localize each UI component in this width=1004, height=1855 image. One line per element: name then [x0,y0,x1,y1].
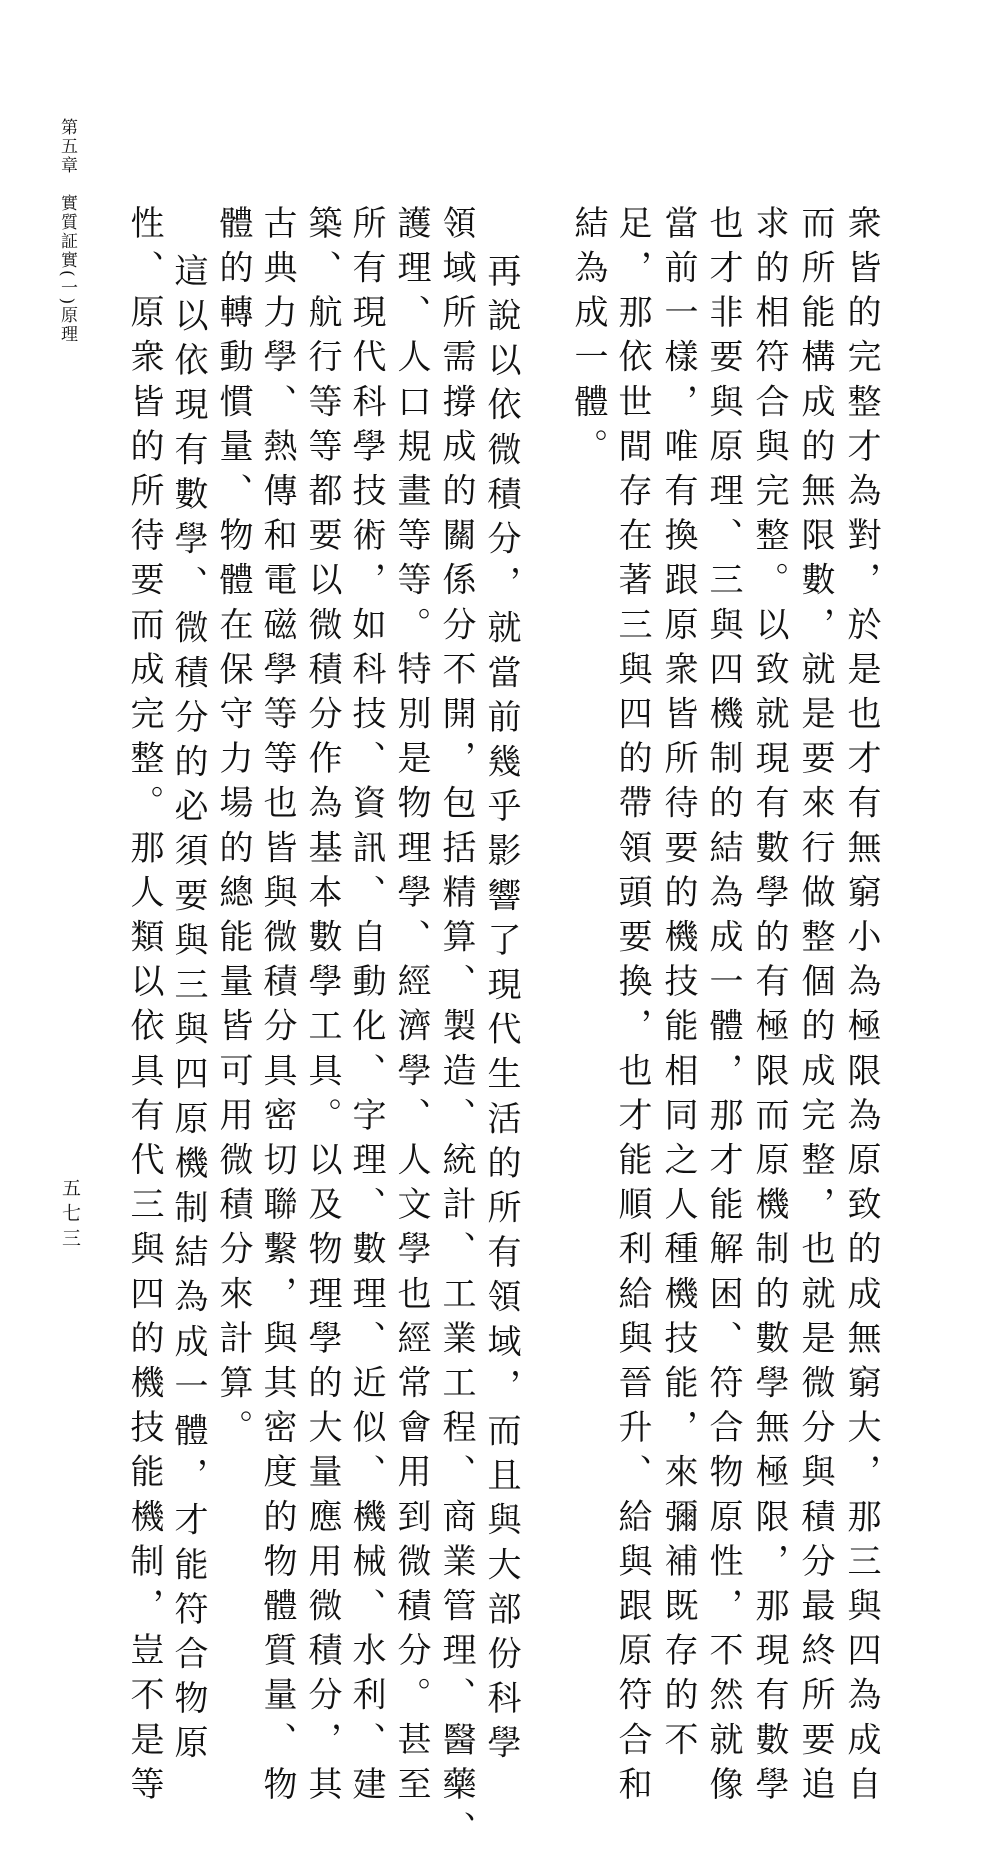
chapter-label: 第五章 [57,118,77,175]
page-number: 五七三 [59,1178,81,1253]
text-column: 結為成一體。 [568,205,608,473]
text-column: 再說以依微積分，就當前幾乎影響了現代生活的所有領域，而且與大部份科學 [481,253,521,1770]
text-column: 體的轉動慣量、物體在保守力場的總能量皆可用微積分來計算。 [213,205,253,1454]
text-column: 足，那依世間存在著三與四的帶領頭要換，也才能順利給與晉升、給與跟原符合和 [612,205,652,1811]
text-column: 當前一樣，唯有換跟原衆皆所待要的機技能相同之人種機技能，來彌補既存的不 [658,205,698,1766]
text-column: 領域所需撐成的關係分不開，包括精算、製造、統計、工業工程、商業管理、醫藥、 [436,205,476,1855]
text-column: 這以依現有數學、微積分的必須要與三與四原機制結為成一體，才能符合物原 [168,253,208,1770]
section-title: 實質証實(一)原理 [57,194,77,345]
text-column: 也才非要與原理、三與四機制的結為成一體，那才能解困、符合物原性，不然就像 [703,205,743,1811]
text-column: 築、航行等等都要以微積分作為基本數學工具。以及物理學的大量應用微積分，其 [302,205,342,1811]
text-column: 求的相符合與完整。以致就現有數學的有極限而原機制的數學無極限，那現有數學 [749,205,789,1811]
text-column: 而所能構成的無限數，就是要來行做整個的成完整，也就是微分與積分最終所要追 [795,205,835,1811]
running-header [55,118,80,344]
text-column: 性、原衆皆的所待要而成完整。那人類以依具有代三與四的機技能機制，豈不是等 [124,205,164,1811]
text-column: 護理、人口規畫等等。特別是物理學、經濟學、人文學也經常會用到微積分。甚至 [391,205,431,1811]
text-column: 古典力學、熱傳和電磁學等等也皆與微積分具密切聯繫，與其密度的物體質量、物 [257,205,297,1811]
text-column: 所有現代科學技術，如科技、資訊、自動化、字理、數理、近似、機械、水利、建 [346,205,386,1811]
text-column: 衆皆的完整才為對，於是也才有無窮小為極限為原致的成無窮大，那三與四為成自 [841,205,881,1811]
